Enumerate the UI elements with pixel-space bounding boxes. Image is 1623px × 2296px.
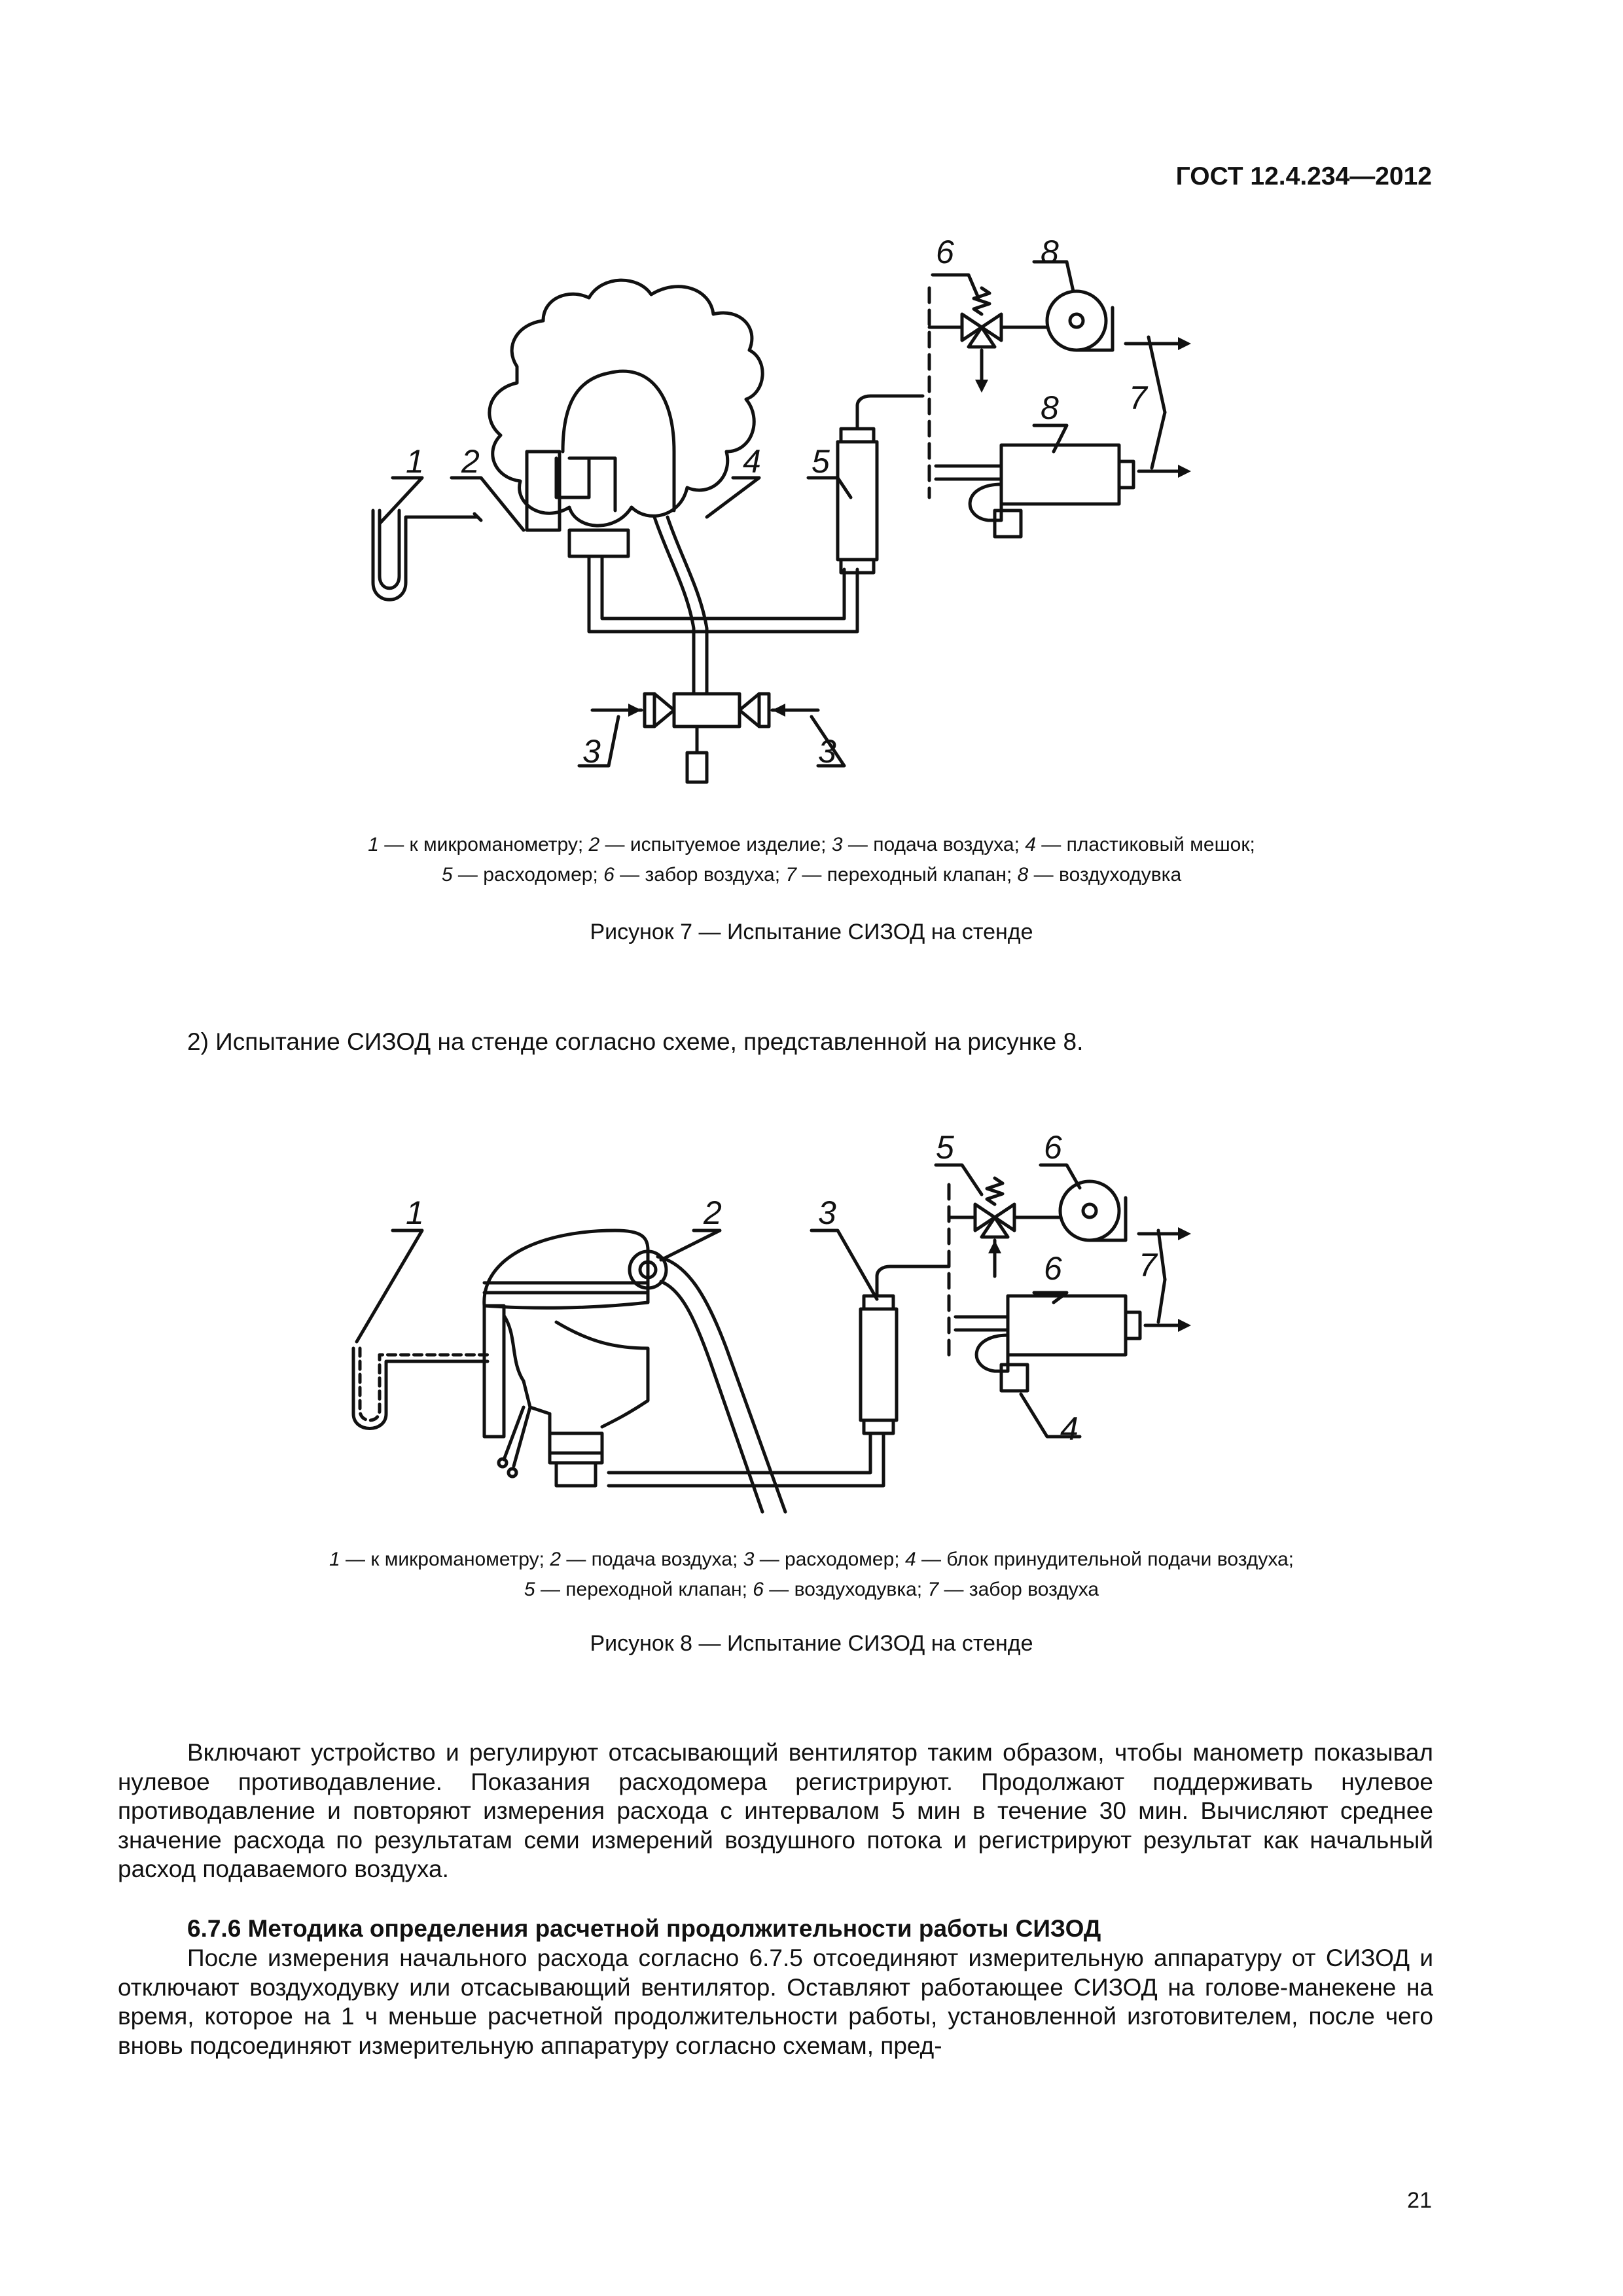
callout-6: 6 <box>1044 1250 1062 1287</box>
callout-7: 7 <box>1129 380 1147 416</box>
standard-number: ГОСТ 12.4.234—2012 <box>1175 162 1432 190</box>
body-paragraph: Включают устройство и регулируют отсасывающий вентилятор таким образом, чтобы манометр показывал нулевое противодавление. Показания расходомера регистрируют. Продолжают поддерживать нулевое противодавление и повторяют измерения расхода с интервалом 5 мин в течение 30 мин. Вычисляют среднее значение расхода по результатам семи измерений воздушного потока и регистрируют результат как начальный расход подаваемого воздуха. <box>118 1739 1433 1882</box>
figure-7-legend <box>157 830 1466 890</box>
callout-6: 6 <box>1044 1129 1062 1166</box>
legend-line: 5 — расходомер; 6 — забор воздуха; 7 — переходный клапан; 8 — воздуходувка <box>441 864 1182 886</box>
callout-3: 3 <box>582 733 601 770</box>
figure-7-diagram <box>0 0 1623 825</box>
intro-item: 2) Испытание СИЗОД на стенде согласно схеме, представленной на рисунке 8. <box>187 1028 1084 1055</box>
legend-line: 5 — переходной клапан; 6 — воздуходувка; 7 — забор воздуха <box>524 1579 1099 1600</box>
figure-8-diagram <box>0 1073 1623 1545</box>
legend-line: 1 — к микроманометру; 2 — подача воздуха; 3 — расходомер; 4 — блок принудительной подачи воздуха; <box>329 1549 1294 1570</box>
callout-4: 4 <box>743 443 761 480</box>
callout-7: 7 <box>1139 1247 1157 1283</box>
figure-8-caption: Рисунок 8 — Испытание СИЗОД на стенде <box>590 1631 1033 1656</box>
callout-2: 2 <box>704 1194 722 1231</box>
callout-1: 1 <box>406 443 424 480</box>
callout-2: 2 <box>461 443 480 480</box>
body-paragraph: После измерения начального расхода согласно 6.7.5 отсоединяют измерительную аппаратуру от СИЗОД и отключают воздуходувку или отсасывающий вентилятор. Оставляют работающее СИЗОД на голове-манекене на время, которое на 1 ч меньше расчетной продолжительности работы, установленной изготовителем, после чего вновь подсоединяют измерительную аппаратуру согласно схемам, пред- <box>118 1945 1433 2059</box>
callout-8: 8 <box>1041 389 1059 426</box>
callout-5: 5 <box>936 1129 954 1166</box>
page-number: 21 <box>1407 2188 1432 2213</box>
legend-line: 1 — к микроманометру; 2 — испытуемое изделие; 3 — подача воздуха; 4 — пластиковый мешок; <box>368 834 1255 855</box>
callout-3: 3 <box>818 733 836 770</box>
callout-4: 4 <box>1060 1410 1079 1447</box>
callout-8: 8 <box>1041 234 1059 270</box>
callout-5: 5 <box>812 443 830 480</box>
callout-1: 1 <box>406 1194 424 1231</box>
figure-8-legend <box>157 1545 1466 1605</box>
figure-7-caption: Рисунок 7 — Испытание СИЗОД на стенде <box>590 920 1033 944</box>
callout-3: 3 <box>818 1194 836 1231</box>
section-heading: 6.7.6 Методика определения расчетной продолжительности работы СИЗОД <box>187 1915 1101 1942</box>
callout-6: 6 <box>936 234 954 270</box>
